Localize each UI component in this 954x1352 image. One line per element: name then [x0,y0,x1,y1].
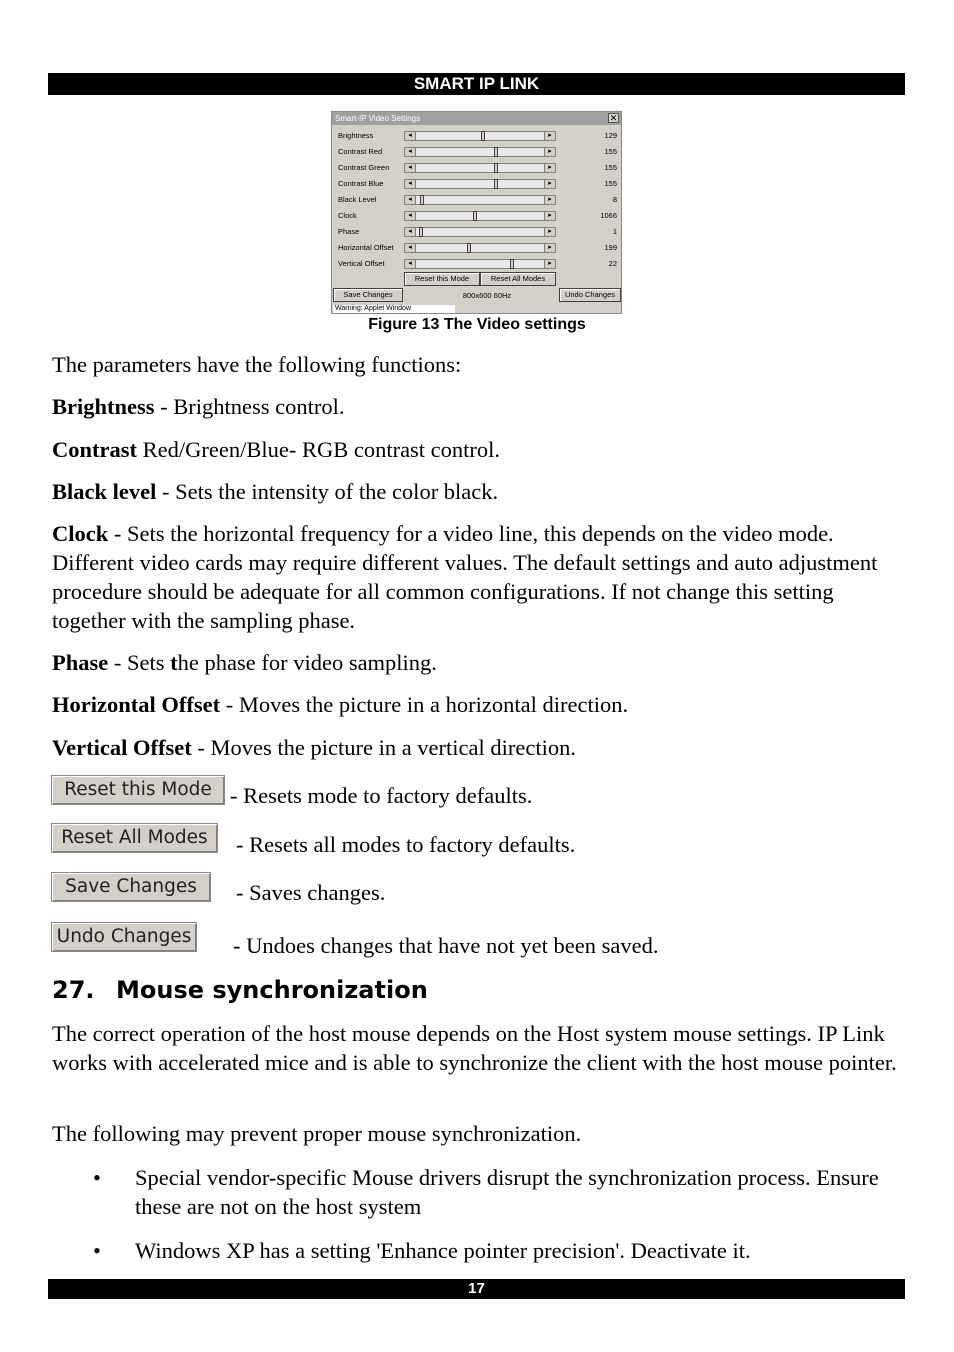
param-desc-bold: t [170,650,178,675]
param-term: Phase [52,650,109,675]
slider-value: 155 [604,147,617,156]
slider-row [332,208,621,224]
param-desc: Red/Green/Blue- RGB contrast control. [137,437,501,462]
header-title: SMART IP LINK [413,74,540,93]
slider-row [332,192,621,208]
resolution-label: 800x600 60Hz [462,291,512,300]
slider-label: Contrast Blue [338,179,384,188]
slider-row [332,144,621,160]
bullet-item: Special vendor-specific Mouse drivers disrupt the synchronization process. Ensure these are not on the host system [135,1165,879,1219]
param-desc: - Sets the intensity of the color black. [156,479,499,504]
slider-row [332,240,621,256]
applet-warning: Warning: Applet Window [333,305,455,313]
slider-row [332,128,621,144]
save-changes-button[interactable]: Save Changes [333,288,403,302]
param-brightness [52,392,902,421]
slider-row [332,224,621,240]
slider-track[interactable] [404,179,556,189]
param-term: Vertical Offset [52,735,192,760]
param-desc: - Sets the horizontal frequency for a video line, this depends on the video mode. Different video cards may require different values. The default settings and auto adjustment procedure should be adequate for all common configurations. If not change this setting together with the sampling phase. [52,521,878,633]
section-number: 27. [52,976,95,1004]
slider-track[interactable] [404,147,556,157]
slider-label: Vertical Offset [338,259,385,268]
slider-thumb[interactable] [494,163,498,173]
slider-value: 22 [608,259,617,268]
save-changes-desc: - Saves changes. [236,880,386,905]
reset-mode-button[interactable]: Reset this Mode [404,272,480,286]
section-title: Mouse synchronization [116,976,428,1004]
slider-track[interactable] [404,163,556,173]
slider-label: Black Level [338,195,377,204]
arrow-right-icon[interactable]: ▸ [544,228,555,236]
slider-value: 155 [604,163,617,172]
bullet-icon: • [93,1238,101,1263]
dialog-title: Smart-IP Video Settings [335,114,421,123]
video-settings-dialog [331,111,622,314]
slider-value: 155 [604,179,617,188]
arrow-left-icon[interactable]: ◂ [405,148,416,156]
slider-value: 1 [612,227,617,236]
param-desc: - Moves the picture in a vertical direction. [191,735,576,760]
slider-thumb[interactable] [467,243,471,253]
section-heading [52,974,428,1006]
intro-text: The parameters have the following functions: [52,352,462,377]
param-clock [52,519,902,635]
arrow-left-icon[interactable]: ◂ [405,164,416,172]
slider-label: Horizontal Offset [338,243,394,252]
slider-value: 129 [604,131,617,140]
slider-thumb[interactable] [494,179,498,189]
param-black-level [52,477,902,506]
arrow-left-icon[interactable]: ◂ [405,132,416,140]
slider-thumb[interactable] [419,227,423,237]
footer-bar [48,1279,905,1299]
slider-track[interactable] [404,227,556,237]
slider-label: Contrast Red [338,147,383,156]
slider-thumb[interactable] [494,147,498,157]
param-term: Brightness [52,394,155,419]
arrow-right-icon[interactable]: ▸ [544,148,555,156]
reset-all-modes-button[interactable]: Reset All Modes [480,272,556,286]
arrow-left-icon[interactable]: ◂ [405,212,416,220]
reset-mode-desc: - Resets mode to factory defaults. [230,783,533,808]
param-desc: - Sets [108,650,171,675]
arrow-right-icon[interactable]: ▸ [544,260,555,268]
page-number: 17 [468,1280,485,1297]
arrow-right-icon[interactable]: ▸ [544,196,555,204]
param-desc: he phase for video sampling. [177,650,437,675]
undo-changes-button-image: Undo Changes [51,922,197,952]
slider-label: Brightness [338,131,374,140]
section-paragraph: The following may prevent proper mouse synchronization. [52,1121,582,1146]
param-phase [52,648,902,677]
slider-track[interactable] [404,211,556,221]
slider-thumb[interactable] [420,195,424,205]
dialog-title-bar [332,112,621,125]
param-horizontal-offset [52,690,902,719]
slider-label: Clock [338,211,357,220]
param-contrast [52,435,902,464]
slider-row [332,160,621,176]
slider-row [332,176,621,192]
arrow-right-icon[interactable]: ▸ [544,212,555,220]
slider-thumb[interactable] [473,211,477,221]
param-term: Clock [52,521,109,546]
arrow-right-icon[interactable]: ▸ [544,180,555,188]
reset-all-modes-desc: - Resets all modes to factory defaults. [236,832,576,857]
slider-thumb[interactable] [510,259,514,269]
arrow-left-icon[interactable]: ◂ [405,180,416,188]
param-desc: - Moves the picture in a horizontal direction. [220,692,629,717]
reset-mode-button-image: Reset this Mode [51,775,225,805]
arrow-right-icon[interactable]: ▸ [544,132,555,140]
param-term: Contrast [52,437,137,462]
header-bar [48,73,905,95]
arrow-left-icon[interactable]: ◂ [405,228,416,236]
bullet-icon: • [93,1165,101,1190]
slider-value: 1066 [600,211,617,220]
figure-caption: Figure 13 The Video settings [368,316,586,333]
slider-thumb[interactable] [481,131,485,141]
param-desc: - Brightness control. [154,394,345,419]
bullet-item: Windows XP has a setting 'Enhance pointer precision'. Deactivate it. [135,1238,751,1263]
arrow-left-icon[interactable]: ◂ [405,260,416,268]
undo-changes-desc: - Undoes changes that have not yet been saved. [233,933,659,958]
slider-track[interactable] [404,131,556,141]
param-term: Black level [52,479,157,504]
arrow-left-icon[interactable]: ◂ [405,196,416,204]
slider-track[interactable] [404,259,556,269]
arrow-right-icon[interactable]: ▸ [544,164,555,172]
slider-label: Contrast Green [338,163,390,172]
param-term: Horizontal Offset [52,692,221,717]
slider-value: 199 [604,243,617,252]
arrow-right-icon[interactable]: ▸ [544,244,555,252]
slider-track[interactable] [404,195,556,205]
param-vertical-offset [52,733,902,762]
close-icon[interactable]: ✕ [609,113,618,123]
reset-all-modes-button-image: Reset All Modes [51,823,218,853]
slider-label: Phase [338,227,360,236]
undo-changes-button[interactable]: Undo Changes [559,288,621,302]
section-paragraph: The correct operation of the host mouse depends on the Host system mouse settings. IP Link works with accelerated mice and is able to synchronize the client with the host mouse pointer. [52,1021,897,1075]
save-changes-button-image: Save Changes [51,872,211,902]
arrow-left-icon[interactable]: ◂ [405,244,416,252]
slider-row [332,256,621,272]
slider-track[interactable] [404,243,556,253]
slider-value: 8 [612,195,617,204]
